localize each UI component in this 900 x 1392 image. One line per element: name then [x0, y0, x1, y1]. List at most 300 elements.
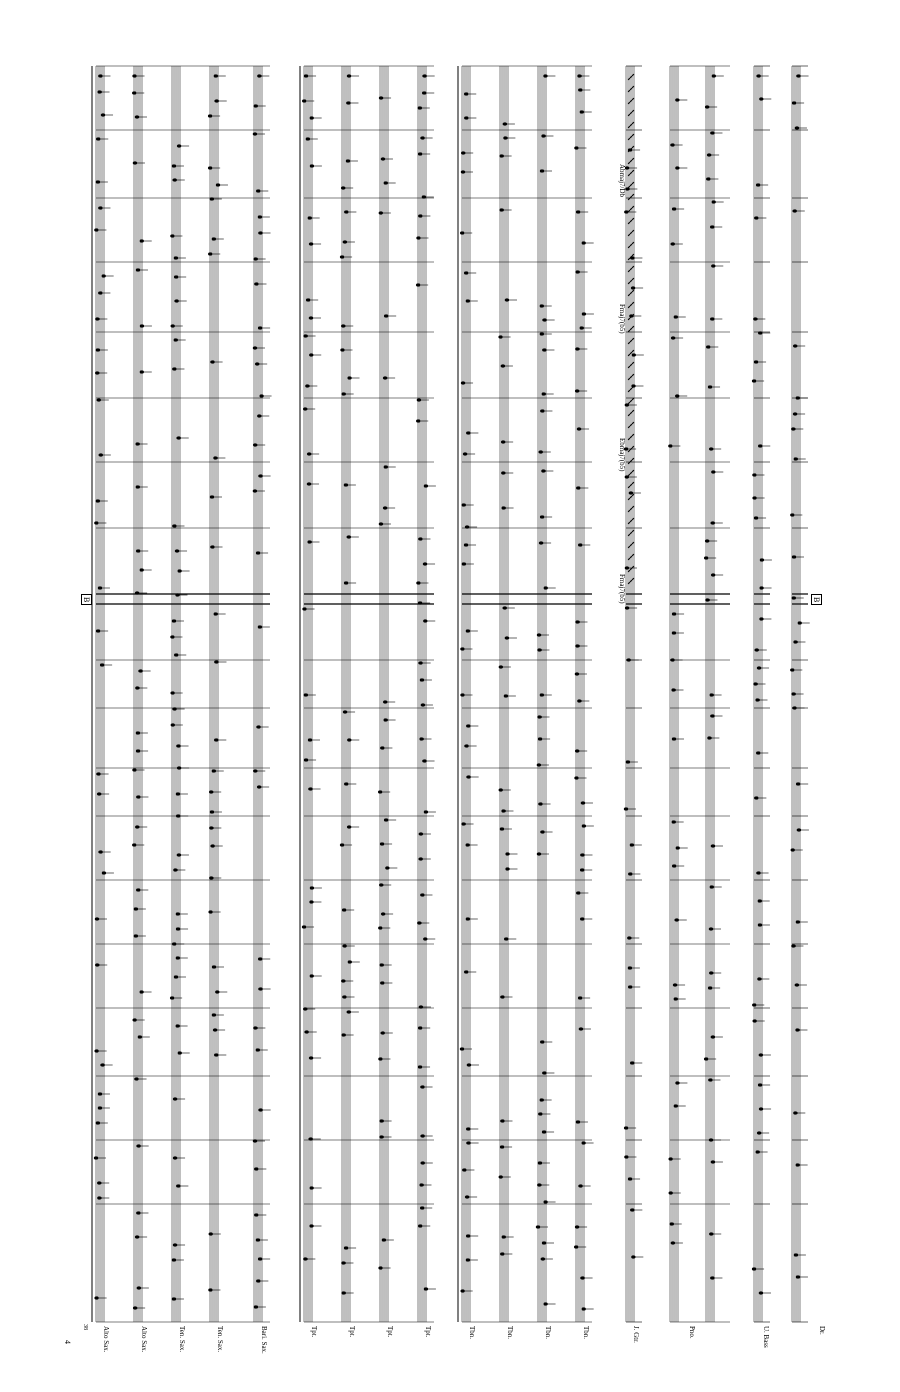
notehead: [382, 1238, 386, 1241]
notehead: [708, 1078, 712, 1081]
notehead: [253, 132, 257, 135]
notehead: [419, 737, 423, 740]
slash-mark: [628, 230, 634, 236]
notehead: [258, 987, 262, 990]
notehead: [379, 963, 383, 966]
notehead: [212, 769, 216, 772]
notehead: [628, 872, 632, 875]
notehead: [418, 152, 422, 155]
notehead: [98, 74, 102, 77]
notehead: [501, 471, 505, 474]
notehead: [542, 348, 546, 351]
notehead: [253, 104, 257, 107]
notehead: [384, 314, 388, 317]
notehead: [96, 1121, 100, 1124]
notehead: [460, 1289, 464, 1292]
notehead: [140, 239, 144, 242]
notehead: [175, 549, 179, 552]
notehead: [136, 549, 140, 552]
notehead: [138, 669, 142, 672]
notehead: [380, 981, 384, 984]
notehead: [418, 661, 422, 664]
notehead: [96, 499, 100, 502]
notehead: [671, 336, 675, 339]
notehead: [212, 1013, 216, 1016]
notehead: [344, 1246, 348, 1249]
slash-mark: [628, 386, 634, 392]
notehead: [464, 116, 468, 119]
notehead: [305, 1030, 309, 1033]
notehead: [215, 990, 219, 993]
notehead: [791, 692, 795, 695]
notehead: [253, 1026, 257, 1029]
notehead: [631, 1255, 635, 1258]
slash-mark: [628, 530, 634, 536]
notehead: [418, 601, 422, 604]
notehead: [540, 693, 544, 696]
slash-mark: [628, 434, 634, 440]
notehead: [101, 113, 105, 116]
notehead: [344, 782, 348, 785]
notehead: [215, 99, 219, 102]
notehead: [709, 927, 713, 930]
notehead: [574, 146, 578, 149]
notehead: [341, 1261, 345, 1264]
notehead: [669, 1191, 673, 1194]
notehead: [501, 364, 505, 367]
notehead: [671, 820, 675, 823]
notehead: [307, 540, 311, 543]
notehead: [139, 990, 143, 993]
notehead: [752, 1003, 756, 1006]
notehead: [624, 210, 628, 213]
notehead: [756, 751, 760, 754]
notehead: [577, 427, 581, 430]
notehead: [176, 814, 180, 817]
notehead: [758, 899, 762, 902]
notehead: [539, 541, 543, 544]
notehead: [304, 74, 308, 77]
notehead: [424, 1287, 428, 1290]
notehead: [343, 240, 347, 243]
notehead: [796, 74, 800, 77]
notehead: [579, 326, 583, 329]
slash-mark: [628, 506, 634, 512]
notehead: [341, 392, 345, 395]
notehead: [258, 1108, 262, 1111]
notehead: [383, 506, 387, 509]
notehead: [757, 666, 761, 669]
notehead: [668, 444, 672, 447]
notehead: [576, 891, 580, 894]
notehead: [171, 723, 175, 726]
notehead: [581, 801, 585, 804]
notehead: [501, 440, 505, 443]
notehead: [173, 338, 177, 341]
notehead: [177, 853, 181, 856]
notehead: [461, 822, 465, 825]
notehead: [133, 161, 137, 164]
notehead: [98, 1092, 102, 1095]
slash-mark: [628, 134, 634, 140]
notehead: [537, 852, 541, 855]
slash-mark: [628, 422, 634, 428]
notehead: [538, 1161, 542, 1164]
notehead: [214, 738, 218, 741]
notehead: [258, 957, 262, 960]
notehead: [466, 629, 470, 632]
notehead: [210, 810, 214, 813]
notehead: [792, 101, 796, 104]
notehead: [575, 1225, 579, 1228]
notehead: [628, 985, 632, 988]
notehead: [793, 640, 797, 643]
notehead: [344, 581, 348, 584]
notehead: [574, 1245, 578, 1248]
notehead: [670, 658, 674, 661]
instrument-label: Tbn.: [506, 1326, 514, 1340]
notehead: [796, 782, 800, 785]
notehead: [796, 1275, 800, 1278]
notehead: [170, 691, 174, 694]
notehead: [543, 74, 547, 77]
notehead: [711, 844, 715, 847]
notehead: [752, 1267, 756, 1270]
notehead: [759, 617, 763, 620]
slash-mark: [628, 494, 634, 500]
notehead: [381, 1031, 385, 1034]
notehead: [95, 317, 99, 320]
notehead: [341, 1291, 345, 1294]
notehead: [578, 543, 582, 546]
slash-mark: [628, 458, 634, 464]
notehead: [210, 495, 214, 498]
notehead: [175, 593, 179, 596]
notehead: [418, 1065, 422, 1068]
notehead: [140, 370, 144, 373]
instrument-label: Alto Sax.: [140, 1326, 148, 1353]
notehead: [710, 714, 714, 717]
notehead: [466, 299, 470, 302]
notehead: [464, 92, 468, 95]
notehead: [344, 210, 348, 213]
notehead: [310, 974, 314, 977]
slash-mark: [628, 122, 634, 128]
notehead: [795, 126, 799, 129]
notehead: [575, 644, 579, 647]
notehead: [211, 844, 215, 847]
notehead: [302, 607, 306, 610]
notehead: [630, 843, 634, 846]
notehead: [99, 453, 103, 456]
notehead: [254, 1305, 258, 1308]
notehead: [499, 665, 503, 668]
rehearsal-mark-top: B: [81, 594, 92, 605]
notehead: [540, 515, 544, 518]
notehead: [420, 678, 424, 681]
notehead: [421, 1134, 425, 1137]
notehead: [759, 1291, 763, 1294]
notehead: [753, 317, 757, 320]
notehead: [539, 450, 543, 453]
chord-symbol: Fmaj7(b5): [618, 304, 626, 334]
notehead: [94, 1296, 98, 1299]
notehead: [791, 848, 795, 851]
notehead: [711, 573, 715, 576]
notehead: [309, 900, 313, 903]
notehead: [793, 457, 797, 460]
notehead: [135, 686, 139, 689]
notehead: [208, 1288, 212, 1291]
notehead: [381, 912, 385, 915]
notehead: [577, 74, 581, 77]
slash-mark: [628, 74, 634, 80]
notehead: [95, 917, 99, 920]
measure-number: 38: [82, 1324, 88, 1330]
notehead: [752, 496, 756, 499]
notehead: [214, 660, 218, 663]
notehead: [540, 304, 544, 307]
notehead: [253, 1139, 257, 1142]
notehead: [795, 1028, 799, 1031]
instrument-label: Dr.: [818, 1326, 826, 1335]
notehead: [212, 237, 216, 240]
notehead: [172, 164, 176, 167]
notehead: [500, 827, 504, 830]
notehead: [173, 1156, 177, 1159]
notehead: [259, 394, 263, 397]
chord-symbol: Ebmaj7(b5): [618, 438, 626, 472]
notehead: [174, 256, 178, 259]
notehead: [673, 983, 677, 986]
notehead: [540, 332, 544, 335]
notehead: [174, 275, 178, 278]
slash-mark: [628, 542, 634, 548]
notehead: [754, 516, 758, 519]
notehead: [498, 335, 502, 338]
notehead: [132, 843, 136, 846]
notehead: [542, 318, 546, 321]
notehead: [302, 99, 306, 102]
notehead: [575, 347, 579, 350]
notehead: [172, 707, 176, 710]
notehead: [384, 818, 388, 821]
notehead: [303, 407, 307, 410]
notehead: [309, 116, 313, 119]
notehead: [670, 143, 674, 146]
notehead: [790, 668, 794, 671]
notehead: [95, 963, 99, 966]
notehead: [94, 1156, 98, 1159]
notehead: [256, 551, 260, 554]
notehead: [537, 763, 541, 766]
notehead: [96, 180, 100, 183]
instrument-label: Tbn.: [582, 1326, 590, 1340]
notehead: [758, 444, 762, 447]
notehead: [256, 725, 260, 728]
notehead: [419, 832, 423, 835]
notehead: [671, 242, 675, 245]
notehead: [254, 1213, 258, 1216]
notehead: [100, 1063, 104, 1066]
slash-mark: [628, 278, 634, 284]
notehead: [209, 876, 213, 879]
notehead: [505, 867, 509, 870]
notehead: [708, 385, 712, 388]
notehead: [136, 888, 140, 891]
notehead: [793, 209, 797, 212]
notehead: [172, 1297, 176, 1300]
notehead: [379, 211, 383, 214]
notehead: [759, 586, 763, 589]
notehead: [465, 843, 469, 846]
notehead: [466, 1234, 470, 1237]
notehead: [709, 1138, 713, 1141]
notehead: [138, 1035, 142, 1038]
notehead: [341, 979, 345, 982]
notehead: [341, 1033, 345, 1036]
notehead: [710, 885, 714, 888]
notehead: [97, 792, 101, 795]
notehead: [537, 715, 541, 718]
notehead: [302, 925, 306, 928]
notehead: [580, 853, 584, 856]
notehead: [580, 110, 584, 113]
notehead: [347, 825, 351, 828]
notehead: [578, 1184, 582, 1187]
notehead: [97, 398, 101, 401]
instrument-label: Tpt.: [348, 1326, 356, 1338]
instrument-label: Bari. Sax.: [260, 1326, 268, 1354]
notehead: [505, 852, 509, 855]
notehead: [711, 264, 715, 267]
notehead: [253, 257, 257, 260]
notehead: [500, 995, 504, 998]
notehead: [344, 483, 348, 486]
notehead: [797, 828, 801, 831]
notehead: [422, 759, 426, 762]
notehead: [212, 965, 216, 968]
notehead: [424, 484, 428, 487]
notehead: [503, 606, 507, 609]
notehead: [419, 1183, 423, 1186]
notehead: [538, 737, 542, 740]
notehead: [98, 850, 102, 853]
notehead: [303, 1257, 307, 1260]
notehead: [210, 360, 214, 363]
notehead: [674, 315, 678, 318]
notehead: [416, 581, 420, 584]
notehead: [98, 586, 102, 589]
notehead: [140, 324, 144, 327]
page-number: 4: [63, 1340, 72, 1344]
notehead: [757, 1131, 761, 1134]
notehead: [416, 283, 420, 286]
slash-mark: [628, 110, 634, 116]
slash-mark: [628, 362, 634, 368]
notehead: [537, 1183, 541, 1186]
notehead: [796, 920, 800, 923]
notehead: [177, 569, 181, 572]
notehead: [758, 1083, 762, 1086]
notehead: [343, 944, 347, 947]
notehead: [707, 736, 711, 739]
notehead: [102, 871, 106, 874]
notehead: [213, 1028, 217, 1031]
notehead: [757, 977, 761, 980]
notehead: [416, 236, 420, 239]
notehead: [575, 672, 579, 675]
slash-mark: [628, 518, 634, 524]
notehead: [257, 414, 261, 417]
notehead: [176, 927, 180, 930]
notehead: [672, 207, 676, 210]
notehead: [210, 197, 214, 200]
notehead: [467, 1063, 471, 1066]
notehead: [675, 98, 679, 101]
notehead: [216, 183, 220, 186]
notehead: [712, 74, 716, 77]
notehead: [796, 396, 800, 399]
notehead: [711, 521, 715, 524]
notehead: [759, 97, 763, 100]
notehead: [177, 144, 181, 147]
notehead: [171, 324, 175, 327]
notehead: [100, 663, 104, 666]
notehead: [94, 228, 98, 231]
notehead: [709, 447, 713, 450]
notehead: [577, 699, 581, 702]
instrument-label: U. Bass: [762, 1326, 770, 1348]
notehead: [794, 1253, 798, 1256]
notehead: [136, 731, 140, 734]
notehead: [538, 1112, 542, 1115]
notehead: [346, 101, 350, 104]
notehead: [346, 159, 350, 162]
notehead: [209, 1232, 213, 1235]
notehead: [754, 216, 758, 219]
notehead: [753, 1019, 757, 1022]
instrument-label: Tbn.: [544, 1326, 552, 1340]
notehead: [582, 824, 586, 827]
notehead: [134, 907, 138, 910]
slash-mark: [628, 266, 634, 272]
instrument-label: Tpt.: [310, 1326, 318, 1338]
slash-mark: [628, 470, 634, 476]
notehead: [340, 348, 344, 351]
notehead: [132, 91, 136, 94]
notehead: [792, 706, 796, 709]
notehead: [170, 635, 174, 638]
instrument-label: Pno.: [688, 1326, 696, 1339]
notehead: [542, 1071, 546, 1074]
notehead: [755, 1150, 759, 1153]
notehead: [758, 923, 762, 926]
notehead: [671, 1241, 675, 1244]
notehead: [253, 443, 257, 446]
notehead: [418, 1224, 422, 1227]
notehead: [576, 486, 580, 489]
notehead: [461, 170, 465, 173]
notehead: [576, 210, 580, 213]
notehead: [256, 1048, 260, 1051]
notehead: [578, 996, 582, 999]
notehead: [710, 317, 714, 320]
notehead: [793, 1111, 797, 1114]
notehead: [672, 612, 676, 615]
notehead: [707, 153, 711, 156]
notehead: [176, 792, 180, 795]
